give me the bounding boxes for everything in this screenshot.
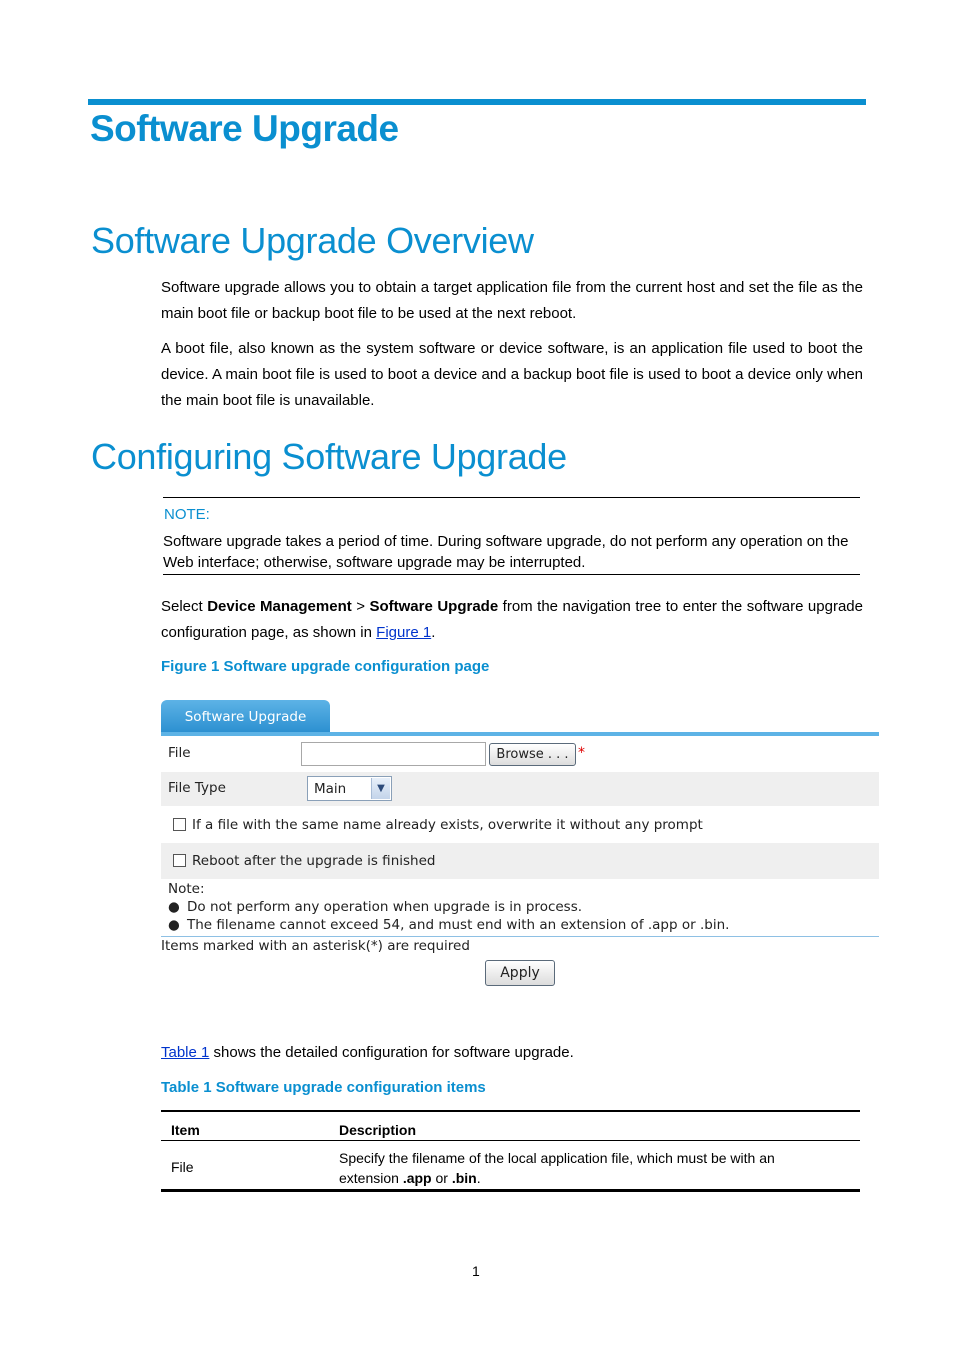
table-cell-item: File [171,1159,194,1175]
page-number: 1 [472,1263,480,1279]
table-header-description: Description [339,1122,417,1138]
apply-button[interactable]: Apply [485,960,555,986]
figure-1-link[interactable]: Figure 1 [376,624,432,641]
table-caption: Table 1 Software upgrade configuration items [161,1079,486,1096]
reboot-label: Reboot after the upgrade is finished [192,853,436,869]
note-text: Software upgrade takes a period of time. During software upgrade, do not perform any operation on the Web interface; otherwise, software upgrade may be interrupted. [163,533,849,571]
required-asterisk: * [578,745,585,761]
table-header-rule [161,1140,860,1141]
title-rule [88,99,866,105]
nav-software-upgrade: Software Upgrade [369,598,499,615]
reboot-checkbox[interactable] [173,854,186,867]
browse-button[interactable]: Browse . . . [489,743,576,766]
note-top-rule [163,497,860,498]
table-bottom-rule [161,1189,860,1192]
note-bottom-rule [163,574,860,575]
nav-device-management: Device Management [207,598,352,615]
section-heading-configuring: Configuring Software Upgrade [91,436,567,477]
page-title: Software Upgrade [90,108,399,149]
file-label: File [168,745,191,761]
file-type-label: File Type [168,780,226,796]
table-top-rule [161,1110,860,1112]
tab-software-upgrade[interactable]: Software Upgrade [161,700,330,733]
figure-caption: Figure 1 Software upgrade configuration page [161,658,490,675]
file-type-row [161,772,879,806]
section-heading-overview: Software Upgrade Overview [91,220,534,261]
table-header-item: Item [171,1122,200,1138]
form-bottom-rule [161,936,879,937]
file-type-value: Main [314,781,347,797]
overwrite-checkbox[interactable] [173,818,186,831]
note-label: NOTE: [164,506,210,523]
table-cell-description: Specify the filename of the local application file, which must be with an extension .app or .bin. [339,1150,775,1186]
navigation-paragraph: Select Device Management > Software Upgrade from the navigation tree to enter the software upgrade configuration page, as shown in Figure 1. [161,598,863,641]
overwrite-label: If a file with the same name already exists, overwrite it without any prompt [192,817,703,833]
file-type-select[interactable] [307,776,392,801]
overview-paragraph-2: A boot file, also known as the system software or device software, is an application file used to boot the device. A main boot file is used to boot a device and a backup boot file is used to boot a device only when the main boot file is unavailable. [161,340,863,409]
ui-note-item: ● Do not perform any operation when upgrade is in process. [168,899,583,915]
table-intro: Table 1 shows the detailed configuration for software upgrade. [161,1044,574,1061]
ui-note-item: ● The filename cannot exceed 54, and must end with an extension of .app or .bin. [168,917,730,933]
chevron-down-icon[interactable]: ▼ [371,778,390,799]
table-1-link[interactable]: Table 1 [161,1044,210,1061]
file-path-input[interactable] [301,742,486,766]
ui-note-title: Note: [168,881,205,897]
required-note: Items marked with an asterisk(*) are required [161,938,470,954]
overview-paragraph-1: Software upgrade allows you to obtain a target application file from the current host and set the file as the main boot file or backup boot file to be used at the next reboot. [161,279,863,322]
